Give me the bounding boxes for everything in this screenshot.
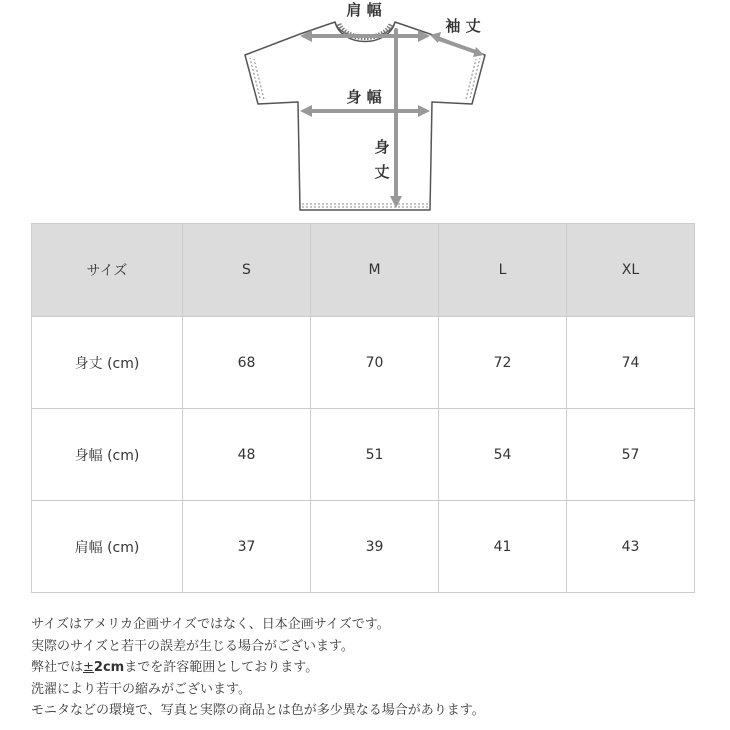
cell: 68 bbox=[183, 317, 311, 409]
tshirt-outline bbox=[245, 22, 485, 210]
cell: 43 bbox=[567, 501, 695, 593]
note-line: 洗濯により若干の縮みがございます。 bbox=[31, 681, 251, 697]
note-line: 実際のサイズと若干の誤差が生じる場合がございます。 bbox=[31, 638, 354, 654]
table-row bbox=[32, 409, 695, 501]
header-size: サイズ bbox=[32, 224, 183, 317]
cell: 51 bbox=[311, 409, 439, 501]
cell: 48 bbox=[183, 409, 311, 501]
table-row bbox=[32, 317, 695, 409]
label-body-length-2: 丈 bbox=[374, 163, 390, 181]
table-header-row bbox=[32, 224, 695, 317]
cell: 72 bbox=[439, 317, 567, 409]
label-shoulder-width: 肩 幅 bbox=[346, 1, 382, 19]
header-m: M bbox=[311, 224, 439, 317]
label-body-length-1: 身 bbox=[374, 138, 390, 156]
header-s: S bbox=[183, 224, 311, 317]
size-notes bbox=[31, 614, 721, 722]
note-line bbox=[31, 657, 721, 679]
cell: 57 bbox=[567, 409, 695, 501]
header-l: L bbox=[439, 224, 567, 317]
row-label: 身丈 (cm) bbox=[32, 317, 183, 409]
row-label: 身幅 (cm) bbox=[32, 409, 183, 501]
label-sleeve-length: 袖 丈 bbox=[445, 17, 481, 35]
size-table bbox=[31, 223, 695, 593]
note-tolerance: 2cm bbox=[93, 660, 125, 675]
header-xl: XL bbox=[567, 224, 695, 317]
row-label: 肩幅 (cm) bbox=[32, 501, 183, 593]
table-row bbox=[32, 501, 695, 593]
note-text: までを許容範囲としております。 bbox=[124, 660, 319, 675]
label-body-width: 身 幅 bbox=[346, 88, 382, 106]
note-text: 弊社では bbox=[31, 660, 84, 675]
note-plusminus: ± bbox=[83, 660, 94, 675]
cell: 54 bbox=[439, 409, 567, 501]
tshirt-size-diagram bbox=[230, 0, 500, 215]
note-line: サイズはアメリカ企画サイズではなく、日本企画サイズです。 bbox=[31, 617, 390, 632]
cell: 70 bbox=[311, 317, 439, 409]
cell: 39 bbox=[311, 501, 439, 593]
cell: 74 bbox=[567, 317, 695, 409]
note-line: モニタなどの環境で、写真と実際の商品とは色が多少異なる場合があります。 bbox=[31, 703, 485, 718]
cell: 37 bbox=[183, 501, 311, 593]
cell: 41 bbox=[439, 501, 567, 593]
